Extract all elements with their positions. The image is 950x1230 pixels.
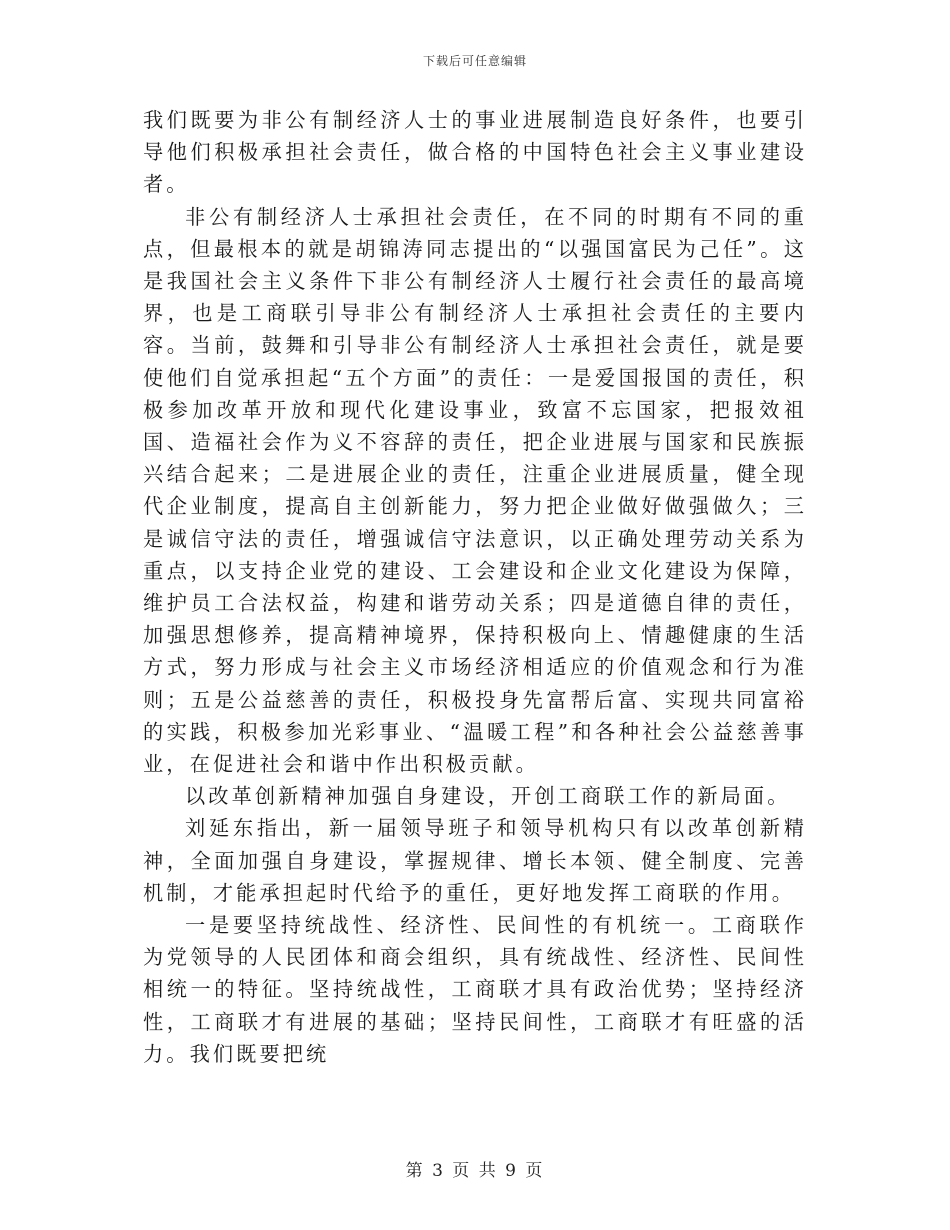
paragraph-3: 以改革创新精神加强自身建设，开创工商联工作的新局面。 xyxy=(185,784,791,809)
paragraph-4: 刘延东指出，新一届领导班子和领导机构只有以改革创新精神，全面加强自身建设，掌握规律、增长本领、健全制度、完善机制，才能承担起时代给予的重任，更好地发挥工商联的作用。 xyxy=(143,816,807,905)
page-number-footer: 第 3 页 共 9 页 xyxy=(405,1161,545,1181)
paragraph-2: 非公有制经济人士承担社会责任，在不同的时期有不同的重点，但最根本的就是胡锦涛同志提出的“以强国富民为己任”。这是我国社会主义条件下非公有制经济人士履行社会责任的最高境界，也是工商联引导非公有制经济人士承担社会责任的主要内容。当前，鼓舞和引导非公有制经济人士承担社会责任，就是要使他们自觉承担起“五个方面”的责任：一是爱国报国的责任，积极参加改革开放和现代化建设事业，致富不忘国家，把报效祖国、造福社会作为义不容辞的责任，把企业进展与国家和民族振兴结合起来；二是进展企业的责任，注重企业进展质量，健全现代企业制度，提高自主创新能力，努力把企业做好做强做久；三是诚信守法的责任，增强诚信守法意识，以正确处理劳动关系为重点，以支持企业党的建设、工会建设和企业文化建设为保障，维护员工合法权益，构建和谐劳动关系；四是道德自律的责任，加强思想修养，提高精神境界，保持积极向上、情趣健康的生活方式，努力形成与社会主义市场经济相适应的价值观念和行为准则；五是公益慈善的责任，积极投身先富帮后富、实现共同富裕的实践，积极参加光彩事业、“温暖工程”和各种社会公益慈善事业，在促进社会和谐中作出积极贡献。 xyxy=(143,204,807,777)
paragraph-1: 我们既要为非公有制经济人士的事业进展制造良好条件，也要引导他们积极承担社会责任，做合格的中国特色社会主义事业建设者。 xyxy=(143,108,807,197)
page-header: 下载后可任意编辑 xyxy=(422,54,527,68)
paragraph-5: 一是要坚持统战性、经济性、民间性的有机统一。工商联作为党领导的人民团体和商会组织，具有统战性、经济性、民间性相统一的特征。坚持统战性，工商联才具有政治优势；坚持经济性，工商联才有进展的基础；坚持民间性，工商联才有旺盛的活力。我们既要把统 xyxy=(143,913,807,1066)
document-body xyxy=(143,104,807,1070)
